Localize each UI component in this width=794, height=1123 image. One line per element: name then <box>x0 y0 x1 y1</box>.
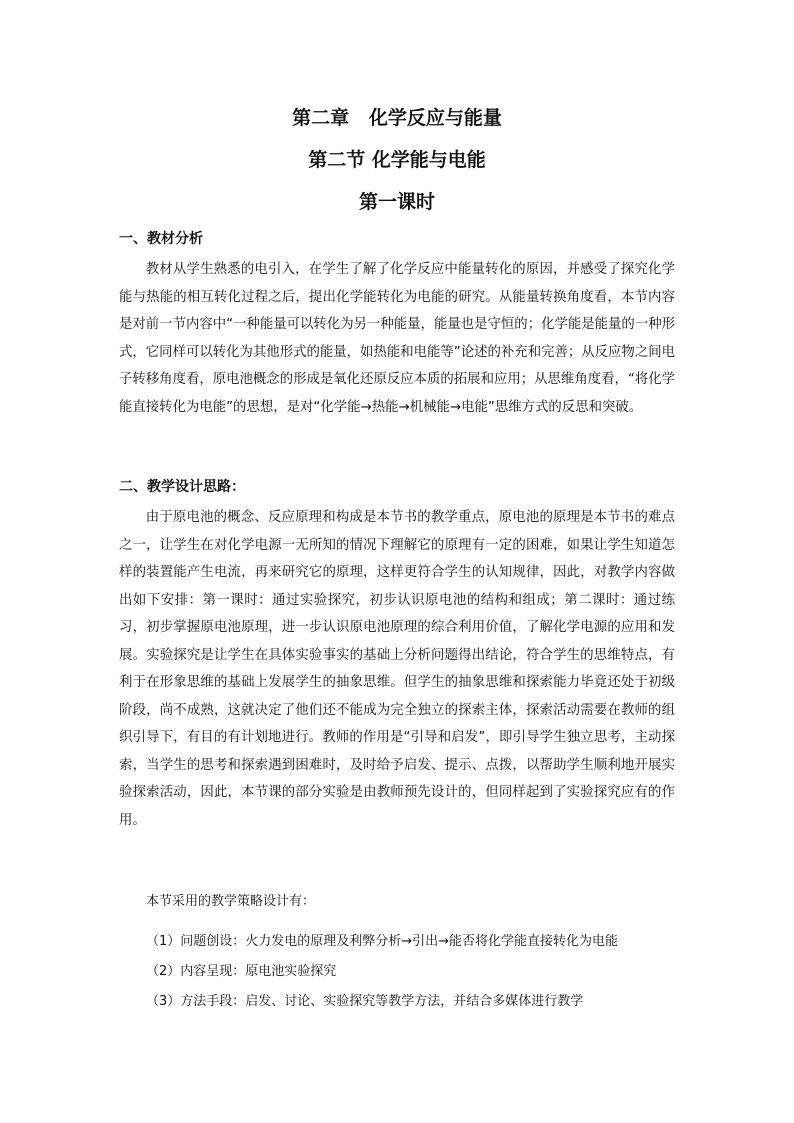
paragraph-material-analysis: 教材从学生熟悉的电引入，在学生了解了化学反应中能量转化的原因，并感受了探究化学能与热能的相互转化过程之后，提出化学能转化为电能的研究。从能量转换角度看，本节内容是对前一节内容中“一种能量可以转化为另一种能量，能量也是守恒的；化学能是能量的一种形式，它同样可以转化为其他形式的能量，如热能和电能等”论述的补充和完善；从反应物之间电子转移角度看，原电池概念的形成是氧化还原反应本质的拓展和应用；从思维角度看，“将化学能直接转化为电能”的思想，是对“化学能→热能→机械能→电能”思维方式的反思和突破。 <box>119 262 675 415</box>
paragraph-design-approach: 由于原电池的概念、反应原理和构成是本节书的教学重点，原电池的原理是本节书的难点之一，让学生在对化学电源一无所知的情况下理解它的原理有一定的困难，如果让学生知道怎样的装置能产生电流，再来研究它的原理，这样更符合学生的认知规律，因此，对教学内容做出如下安排：第一课时：通过实验探究，初步认识原电池的结构和组成；第二课时：通过练习，初步掌握原电池原理，进一步认识原电池原理的综合利用价值，了解化学电源的应用和发展。实验探究是让学生在具体实验事实的基础上分析问题得出结论，符合学生的思维特点，有利于在形象思维的基础上发展学生的抽象思维。但学生的抽象思维和探索能力毕竟还处于初级阶段，尚不成熟，这就决定了他们还不能成为完全独立的探索主体，探索活动需要在教师的组织引导下，有目的有计划地进行。教师的作用是“引导和启发”，即引导学生独立思考，主动探索，当学生的思考和探索遇到困难时，及时给予启发、提示、点拨，以帮助学生顺利地开展实验探索活动，因此，本节课的部分实验是由教师预先设计的，但同样起到了实验探究应有的作用。 <box>119 510 675 828</box>
heading-material-analysis: 一、教材分析 <box>119 231 203 247</box>
lesson-title: 第一课时 <box>358 191 435 213</box>
strategy-item-2: （2）内容呈现：原电池实验探究 <box>146 964 337 979</box>
strategy-intro: 本节采用的教学策略设计有： <box>146 894 316 909</box>
section-title: 第二节 化学能与电能 <box>308 149 486 171</box>
strategy-item-1: （1）问题创设：火力发电的原理及利弊分析→引出→能否将化学能直接转化为电能 <box>146 934 619 949</box>
heading-design-approach: 二、教学设计思路： <box>119 479 245 495</box>
strategy-item-3: （3）方法手段：启发、讨论、实验探究等教学方法，并结合多媒体进行教学 <box>146 994 584 1009</box>
chapter-title: 第二章 化学反应与能量 <box>292 107 502 129</box>
